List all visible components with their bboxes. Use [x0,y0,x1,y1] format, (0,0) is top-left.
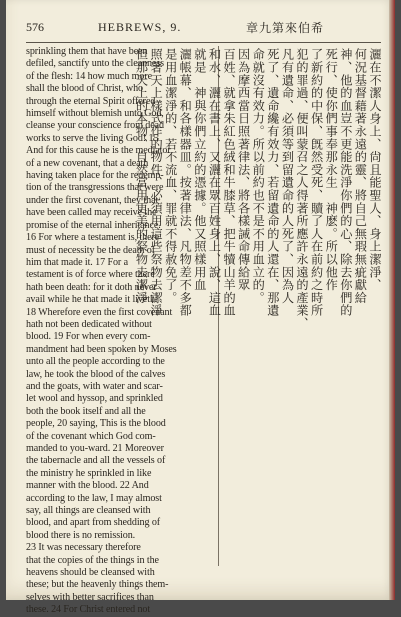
book-page [6,0,395,616]
chinese-text-column: 百姓、就拿朱紅色絨和牛膝草、把牛犢山羊的血 [222,48,237,317]
english-text-line: 16 For where a testament is, there [26,232,160,244]
english-text-line: shall the blood of Christ, who [26,83,143,95]
english-text-line: say, all things are cleansed with [26,505,151,517]
running-title: HEBREWS, 9. [98,20,182,34]
chinese-text-column: 和水、灑在書上、又灑在眾百姓身上、說、這血 [207,48,222,317]
chinese-running-title: 章九第來伯希 [246,21,325,35]
chinese-text-column: 但那天上的本物、自然當用更美的祭物去潔淨 [134,48,149,304]
english-text-line: selves with better sacrifices than [26,591,154,603]
page-number: 576 [26,20,44,34]
english-text-line: that the copies of the things in the [26,554,159,566]
chinese-text-column: 因為摩西當日照著律法、將各樣誡命傳給眾 [236,48,251,292]
english-text-line: having taken place for the redemp- [26,170,164,182]
english-text-line: must of necessity be the death of [26,244,156,256]
english-text-line: testament is of force where there [26,269,155,281]
english-text-line: let wool and hyssop, and sprinkled [26,393,163,405]
chinese-text-column: 神、他的血豈不更能洗淨你們的心、除去你們的 [338,48,353,317]
chinese-text-column: 是用血潔淨的、若不流血、罪就不得赦免了。 [163,48,178,304]
english-text-line: hath been death: for it doth never [26,281,157,293]
chinese-text-column: 何況基督藉著永遠的靈、將自己無瑕無疵獻給 [353,48,368,304]
chinese-text-column: 命就沒有效力。所以前約也不是不用血立的。 [251,48,266,304]
english-text-line: and the goats, with water and scar- [26,380,163,392]
english-text-line: according to the law, I may almost [26,492,162,504]
english-text-line: the tabernacle and all the vessels of [26,455,166,467]
english-text-line: tion of the transgressions that were [26,182,164,194]
english-text-line: mandment had been spoken by Moses [26,343,177,355]
english-text-line: of a new covenant, that a death [26,157,149,169]
chinese-text-column: 灑帳幕、和各樣器皿。按著律法、凡物差不多都 [178,48,193,317]
english-text-line: avail while he that made it liveth. [26,294,158,306]
english-text-line: law, he took the blood of the calves [26,368,166,380]
chinese-text-column: 照著天上樣式作的物件、必須用這些祭物去潔淨 [149,48,164,317]
chinese-text-column: 死行、使你們事奉那永生 神麽。所以他作 [324,48,339,292]
english-text-line: hath not been dedicated without [26,318,152,330]
english-text-line: blood there is no remission. [26,529,136,541]
page-edge [389,0,395,600]
chinese-column [134,48,382,568]
english-text-line: unto all the people according to the [26,356,165,368]
english-text-line: works to serve the living God! 15 [26,132,159,144]
english-text-line: 23 It was necessary therefore [26,542,141,554]
english-text-line: blood, and apart from shedding of [26,517,161,529]
chinese-text-column: 了新約的中保、旣然受死、贖了人在前約之時所 [309,48,324,317]
english-text-line: heavens should be cleansed with [26,567,155,579]
english-text-line: manded to you-ward. 21 Moreover [26,443,164,454]
chinese-text-column: 灑在不潔人身上、尙且能聖人、身上潔淨、 [368,48,382,292]
header-rule [26,42,381,43]
english-text-line: promise of the eternal inheritance. [26,219,161,231]
english-text-line: under the first covenant, they that [26,194,159,206]
english-text-line: himself without blemish unto God, [26,108,164,120]
english-text-line: have been called may receive the [26,207,157,219]
english-text-line: And for this cause he is the mediator [26,145,171,157]
chinese-text-column: 犯的罪過、便叫蒙召之人得著所應許永遠的產業、 [295,48,310,330]
english-text-line: these. 24 For Christ entered not [26,604,151,616]
english-text-line: of the flesh: 14 how much more [26,70,152,82]
chinese-text-column: 凡有遺命、必須等到留遺命的人死了、因為人 [280,48,295,304]
chinese-text-column: 死了、遺命纔有效力、若留遺命的人還在、那遺 [265,48,280,317]
english-text-line: these; but the heavenly things them- [26,579,169,591]
english-text-line: both the book itself and all the [26,405,146,417]
english-text-line: the ministry he sprinkled in like [26,467,152,479]
page-header [26,18,381,38]
english-text-line: 18 Wherefore even the first covenant [26,306,173,318]
english-text-line: defiled, sanctify unto the cleanness [26,58,164,70]
english-text-line: blood. 19 For when every com- [26,331,151,343]
english-text-line: manner with the blood. 22 And [26,480,149,492]
english-text-line: of the covenant which God com- [26,430,156,442]
chinese-text-column: 就是 神與你們立約的憑據。他又照樣用血 [192,48,207,292]
english-text-line: people, 20 saying, This is the blood [26,418,166,430]
english-text-line: cleanse your conscience from dead [26,120,164,132]
english-text-line: through the eternal Spirit offered [26,95,156,107]
english-text-line: sprinkling them that have been [26,46,148,57]
english-text-line: him that made it. 17 For a [26,256,128,268]
